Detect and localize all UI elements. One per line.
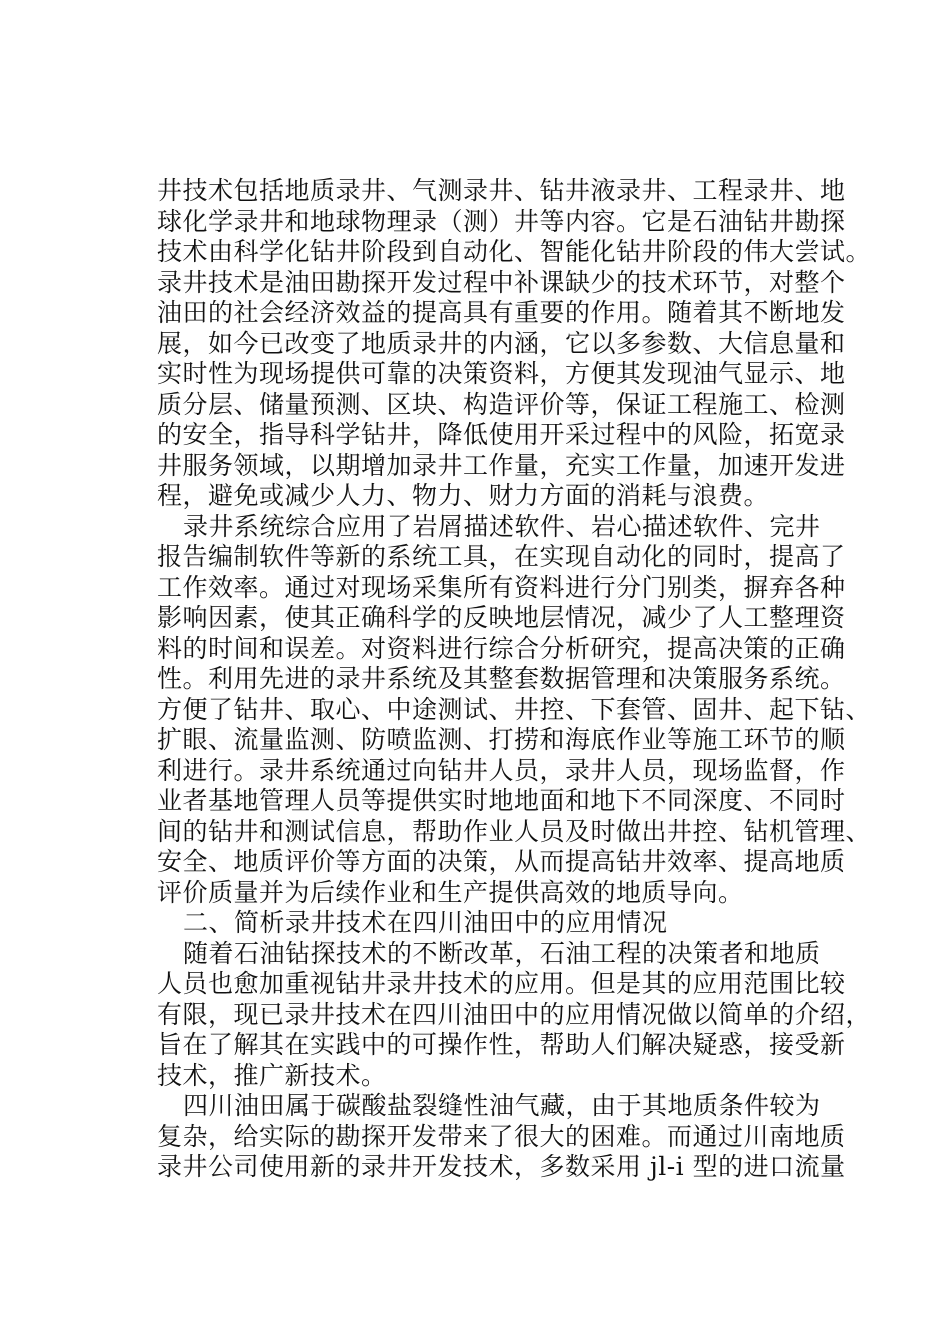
text-line: 扩眼、流量监测、防喷监测、打捞和海底作业等施工环节的顺 <box>157 725 846 754</box>
text-line: 方便了钻井、取心、中途测试、井控、下套管、固井、起下钻、 <box>157 694 872 724</box>
text-line: 录井技术是油田勘探开发过程中补课缺少的技术环节，对整个 <box>157 267 846 297</box>
text-line: 旨在了解其在实践中的可操作性，帮助人们解决疑惑，接受新 <box>157 1030 846 1059</box>
text-line: 的安全，指导科学钻井，降低使用开采过程中的风险，拓宽录 <box>157 420 846 449</box>
text-line: 二、简析录井技术在四川油田中的应用情况 <box>183 908 668 937</box>
text-line: 工作效率。通过对现场采集所有资料进行分门别类，摒弃各种 <box>157 572 846 602</box>
text-line: 影响因素，使其正确科学的反映地层情况，减少了人工整理资 <box>157 603 846 632</box>
text-line: 复杂，给实际的勘探开发带来了很大的困难。而通过川南地质 <box>157 1121 846 1151</box>
text-line: 程，避免或减少人力、物力、财力方面的消耗与浪费。 <box>157 481 770 510</box>
text-line: 球化学录井和地球物理录（测）井等内容。它是石油钻井勘探 <box>157 206 846 236</box>
text-line: 录井系统综合应用了岩屑描述软件、岩心描述软件、完井 <box>183 511 821 541</box>
text-line: 四川油田属于碳酸盐裂缝性油气藏，由于其地质条件较为 <box>183 1091 821 1120</box>
text-line: 有限，现已录井技术在四川油田中的应用情况做以简单的介绍， <box>157 999 872 1029</box>
text-line: 随着石油钻探技术的不断改革，石油工程的决策者和地质 <box>183 938 821 968</box>
text-line: 报告编制软件等新的系统工具，在实现自动化的同时，提高了 <box>157 542 846 571</box>
document-body <box>157 176 872 1183</box>
text-line: 展，如今已改变了地质录井的内涵，它以多参数、大信息量和 <box>157 328 846 358</box>
text-line: 业者基地管理人员等提供实时地地面和地下不同深度、不同时 <box>157 786 846 815</box>
text-line: 安全、地质评价等方面的决策，从而提高钻井效率、提高地质 <box>157 847 846 876</box>
text-line: 实时性为现场提供可靠的决策资料，方便其发现油气显示、地 <box>157 359 846 388</box>
text-line: 井服务领域，以期增加录井工作量，充实工作量，加速开发进 <box>157 450 846 480</box>
text-line: 技术由科学化钻井阶段到自动化、智能化钻井阶段的伟大尝试。 <box>157 237 872 266</box>
text-line: 油田的社会经济效益的提高具有重要的作用。随着其不断地发 <box>157 298 846 327</box>
text-line: 利进行。录井系统通过向钻井人员，录井人员，现场监督，作 <box>157 755 846 785</box>
text-line: 井技术包括地质录井、气测录井、钻井液录井、工程录井、地 <box>157 176 846 205</box>
text-line: 料的时间和误差。对资料进行综合分析研究，提高决策的正确 <box>157 633 846 663</box>
text-line: 录井公司使用新的录井开发技术，多数采用 jl-i 型的进口流量 <box>157 1152 846 1181</box>
text-line: 技术，推广新技术。 <box>157 1060 387 1090</box>
text-line: 评价质量并为后续作业和生产提供高效的地质导向。 <box>157 877 744 907</box>
text-line: 人员也愈加重视钻井录井技术的应用。但是其的应用范围比较 <box>157 969 846 998</box>
text-line: 间的钻井和测试信息，帮助作业人员及时做出井控、钻机管理、 <box>157 816 872 846</box>
text-line: 质分层、储量预测、区块、构造评价等，保证工程施工、检测 <box>157 389 846 419</box>
text-line: 性。利用先进的录井系统及其整套数据管理和决策服务系统。 <box>157 664 846 693</box>
